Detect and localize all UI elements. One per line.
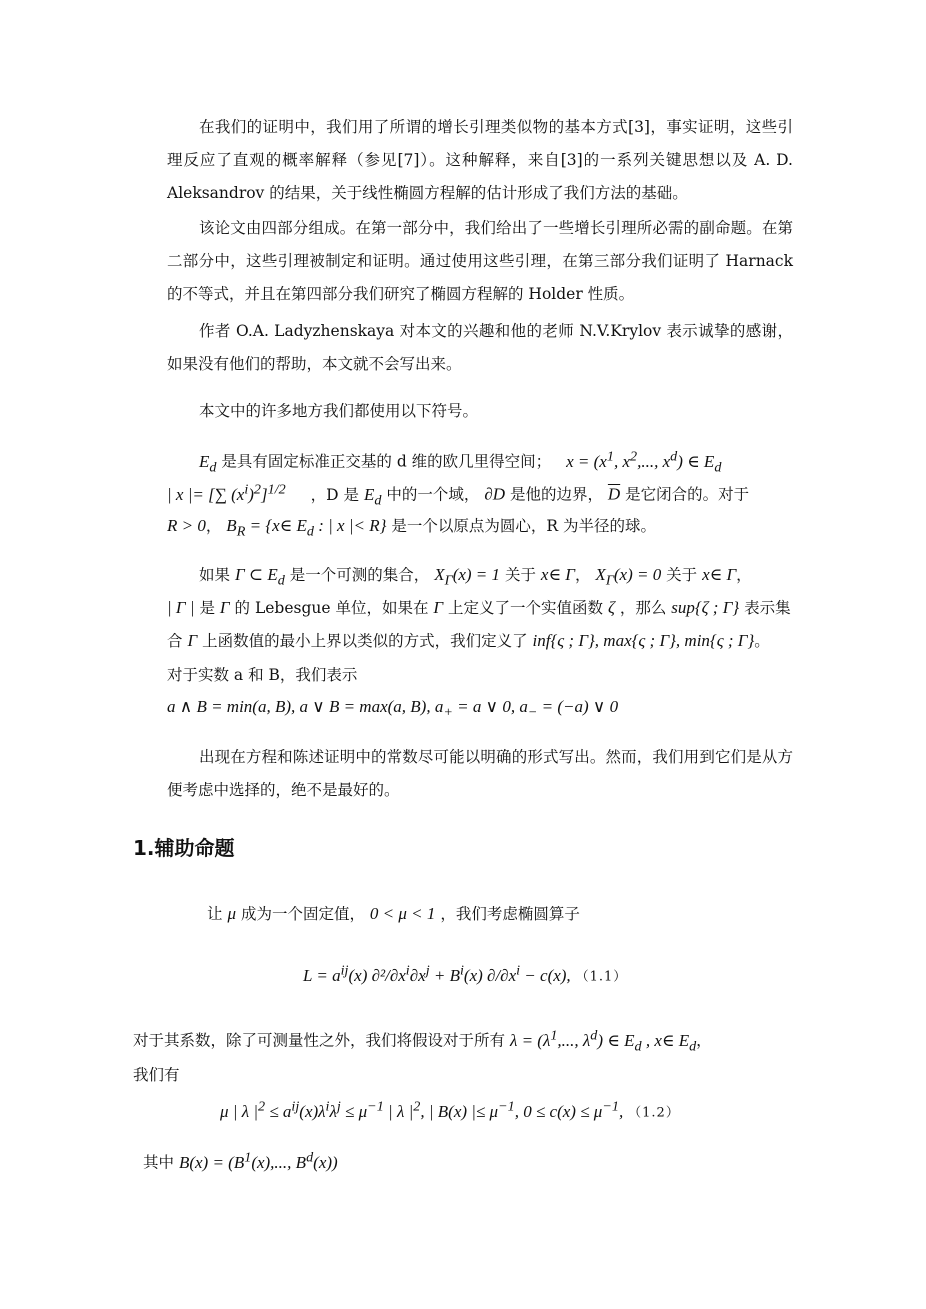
coefficient-line: 对于其系数，除了可测量性之外，我们将假设对于所有 $\lambda = (\lambda^1$,..., $\lambda^d$) ∈ $E_d$ , x∈ $E_d$， [133,1027,712,1055]
math-expression: Γ [433,598,444,617]
acknowledgement-paragraph: 作者 O.A. Ladyzhenskaya 对本文的兴趣和他的老师 N.V.Krylov 表示诚挚的感谢，如果没有他们的帮助，本文就不会写出来。 [167,322,793,373]
math-expression: x∈ Γ [702,565,737,584]
math-expression: $X_\Gamma(x) = 0$ [595,565,662,589]
notation-text: 中的一个域， [386,485,480,504]
math-expression: $B_R$ = {x∈ $E_d$ : | x |< R} [226,516,387,540]
sets-text: 的 Lebesgue 单位，如果在 [234,599,429,617]
math-expression: | Γ | [167,598,195,617]
notation-intro: 本文中的许多地方我们都使用以下符号。 [199,402,479,420]
sets-text: 上定义了一个实值函数 [448,599,604,617]
minmax-definition [167,697,618,721]
equation-number: （1.1） [575,969,628,985]
sets-text: ，那么 [619,599,667,617]
math-expression: μ | λ $|^2 \le a^{ij}(x)\lambda^i\lambda^j \le \mu^{-1}$ | λ $|^2$, | B(x) |≤ $\mu^{-1}$, $0 \le c(x) \le \mu^{-1}$, [220,1098,624,1121]
sets-text: 关于 [666,566,698,584]
notation-text: ，D 是 [310,485,360,504]
sets-text: 如果 [199,566,231,584]
sets-text: 合 [167,632,183,650]
math-expression: R > 0 [167,516,206,535]
math-expression: Γ ⊂ $E_d$ [234,565,285,589]
notation-line-1 [199,448,721,476]
intro-paragraph-2: 该论文由四部分组成。在第一部分中，我们给出了一些增长引理所必需的副命题。在第二部分中，这些引理被制定和证明。通过使用这些引理，在第三部分我们证明了 Harnack 的不等式，并且在第四部分我们研究了椭圆方程解的 Holder 性质。 [167,219,793,303]
sets-line-3: 合 Γ 上函数值的最小上界以类似的方式，我们定义了 inf{ς ; Γ}, max{ς ; Γ}, min{ς ; Γ}。 [167,631,770,650]
sets-text: 是一个可测的集合， [289,566,430,584]
aux-text: 对于其系数，除了可测量性之外，我们将假设对于所有 [133,1031,506,1050]
math-expression: | x |= [∑ $(x^i)^2]^{1/2}$ [167,481,286,504]
sets-text: 表示集 [744,599,791,617]
math-expression: $\lambda = (\lambda^1$,..., $\lambda^d$) ∈ $E_d$ , x∈ $E_d$ [509,1027,697,1055]
sets-text: 上函数值的最小上界以类似的方式，我们定义了 [202,632,528,650]
math-expression: $L = a^{ij}(x) \partial^2/\partial x^i\partial x^j + B^i(x) \partial/\partial x^i - c(x)$, [303,962,571,985]
notation-text: 是一个以原点为圆心，R 为半径的球。 [391,517,656,535]
notation-text: 是具有固定标准正交基的 d 维的欧几里得空间； [221,452,552,471]
where-line [143,1149,338,1173]
equation-number: （1.2） [628,1105,680,1121]
section-heading: 1.辅助命题 [133,836,235,860]
notation-text: 是他的边界， [509,485,603,504]
constants-paragraph: 出现在方程和陈述证明中的常数尽可能以明确的形式写出。然而，我们用到它们是从方便考虑中选择的，绝不是最好的。 [167,748,793,799]
let-line [207,902,580,924]
notation-text: 是它闭合的。对于 [625,485,750,504]
sets-text: 关于 [504,566,536,584]
math-expression: $B(x) = (B^1(x)$,..., $B^d(x)$) [178,1149,338,1172]
math-expression: $\overline{D}$ [607,484,621,504]
aux-text: 其中 [143,1153,175,1172]
equation-1-1 [303,962,627,986]
sets-line-2 [167,596,791,618]
math-expression: $X_\Gamma(x) = 1$ [434,565,501,589]
notation-line-3: R > 0， $B_R$ = {x∈ $E_d$ : | x |< R} 是一个以原点为圆心，R 为半径的球。 [167,516,656,540]
math-expression: ∂D [484,484,505,504]
math-expression: inf{ς ; Γ}, max{ς ; Γ}, min{ς ; Γ} [532,631,755,650]
math-expression: μ [227,904,236,923]
math-expression: $E_d$ [199,451,217,476]
math-expression: Γ [187,631,198,650]
sets-text: 是 [199,599,215,617]
notation-line-2 [167,481,749,509]
math-expression: ζ [607,598,615,617]
equation-1-2 [220,1098,680,1122]
we-have-line: 我们有 [133,1066,180,1084]
math-expression: $x = (x^1$, $x^2$,..., $x^d$) ∈ $E_d$ [566,448,722,476]
aux-text: ，我们考虑椭圆算子 [440,905,580,923]
intro-paragraph-1: 在我们的证明中，我们用了所谓的增长引理类似物的基本方式[3]，事实证明，这些引理反应了直观的概率解释（参见[7]）。这种解释，来自[3]的一系列关键思想以及 A. D. Aleksandrov 的结果，关于线性椭圆方程解的估计形成了我们方法的基础。 [167,118,793,202]
math-expression: $E_d$ [363,484,382,509]
sets-line-4: 对于实数 a 和 B，我们表示 [167,666,358,684]
math-expression: sup{ζ ; Γ} [671,598,740,617]
aux-text: 成为一个固定值， [240,905,365,923]
math-expression: 0 < μ < 1 [369,904,436,923]
math-expression: x∈ Γ [540,565,575,584]
math-expression: a ∧ B = min(a, B), a ∨ B = max(a, B), $a_+ = a$ ∨ 0, $a_- = (-a)$ ∨ 0 [167,697,619,721]
sets-line-1: 如果 Γ ⊂ $E_d$ 是一个可测的集合， $X_\Gamma(x) = 1$ 关于 x∈ Γ， $X_\Gamma(x) = 0$ 关于 x∈ Γ， [199,565,752,589]
aux-text: 让 [207,905,223,923]
math-expression: Γ [219,598,230,617]
